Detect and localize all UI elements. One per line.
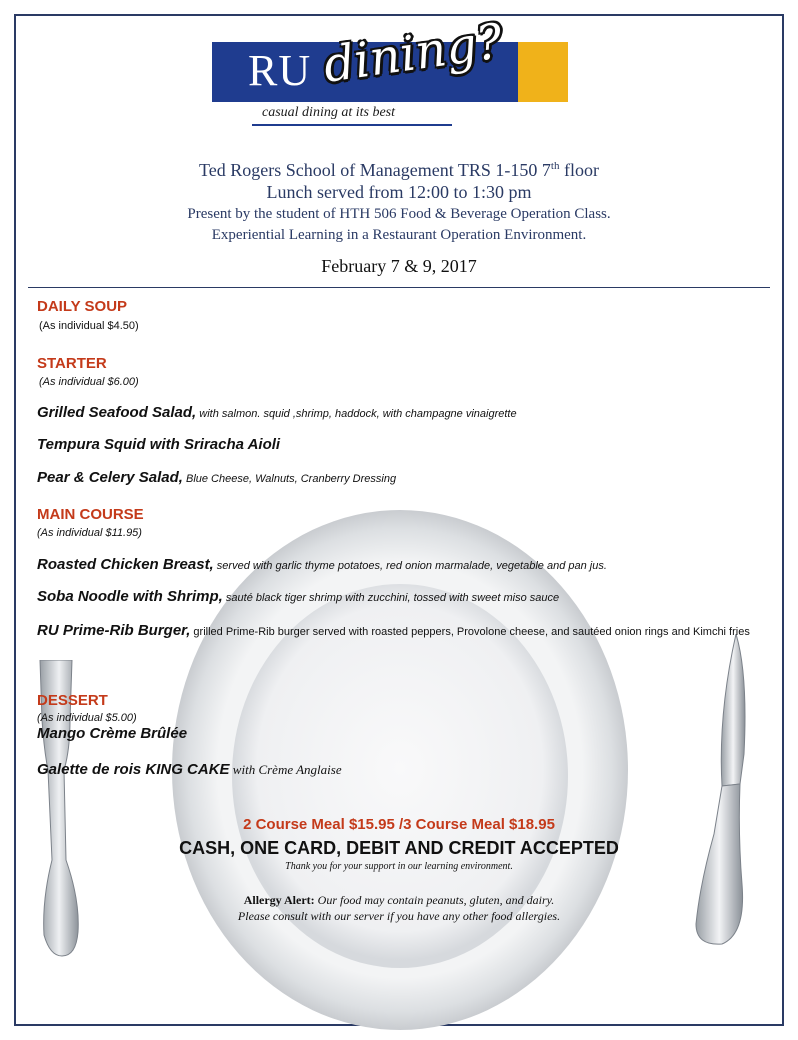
- item-desc: served with garlic thyme potatoes, red onion marmalade, vegetable and pan jus.: [213, 560, 607, 572]
- logo-gold-block: [518, 42, 568, 102]
- meal-deal-offer: 2 Course Meal $15.95 /3 Course Meal $18.95: [243, 816, 555, 833]
- menu-item: [37, 589, 757, 606]
- menu-item: [37, 557, 757, 574]
- learning-note: Experiential Learning in a Restaurant Operation Environment.: [211, 227, 587, 243]
- allergy-text: Our food may contain peanuts, gluten, and dairy.: [314, 893, 555, 907]
- menu-item: [37, 623, 757, 640]
- section-starter: STARTER: [37, 355, 107, 372]
- logo-tagline: casual dining at its best: [262, 105, 395, 120]
- logo-underline: [252, 124, 452, 126]
- thank-you-note: Thank you for your support in our learning environment.: [285, 861, 513, 872]
- item-desc: Blue Cheese, Walnuts, Cranberry Dressing: [182, 473, 397, 485]
- menu-item: [37, 726, 757, 743]
- payment-methods: CASH, ONE CARD, DEBIT AND CREDIT ACCEPTED: [179, 838, 619, 858]
- menu-item: [37, 405, 757, 422]
- logo-ru-text: RU: [248, 46, 312, 95]
- item-name: Pear & Celery Salad,: [37, 469, 183, 486]
- header-divider: [28, 287, 770, 288]
- allergy-label: Allergy Alert:: [243, 893, 315, 907]
- menu-item: [37, 437, 757, 454]
- item-name: RU Prime-Rib Burger,: [37, 622, 191, 639]
- logo-dining-text: dining?: [320, 13, 506, 94]
- item-desc: grilled Prime-Rib burger served with roasted peppers, Provolone cheese, and sautéed onion rings and Kimchi fries: [190, 626, 750, 638]
- item-desc: with Crème Anglaise: [229, 762, 342, 777]
- item-name: Tempura Squid with Sriracha Aioli: [37, 436, 281, 453]
- allergy-alert: [0, 893, 798, 908]
- allergy-consult-note: Please consult with our server if you have any other food allergies.: [237, 909, 561, 923]
- section-main-course: MAIN COURSE: [37, 506, 144, 523]
- soup-price-note: (As individual $4.50): [39, 320, 139, 332]
- menu-item: [37, 762, 757, 779]
- section-dessert: DESSERT: [37, 692, 108, 709]
- dessert-price-note: (As individual $5.00): [37, 712, 137, 724]
- event-date: February 7 & 9, 2017: [321, 256, 477, 276]
- location-line: Ted Rogers School of Management TRS 1-150 7th floor: [199, 160, 599, 180]
- item-name: Grilled Seafood Salad,: [37, 404, 197, 421]
- starter-price-note: (As individual $6.00): [39, 376, 139, 388]
- menu-item: [37, 470, 757, 487]
- item-name: Galette de rois KING CAKE: [37, 761, 230, 778]
- lunch-hours: Lunch served from 12:00 to 1:30 pm: [266, 182, 532, 202]
- item-name: Mango Crème Brûlée: [37, 725, 188, 742]
- item-name: Soba Noodle with Shrimp,: [37, 588, 223, 605]
- class-note: Present by the student of HTH 506 Food & Beverage Operation Class.: [187, 206, 611, 222]
- ru-dining-logo: [212, 13, 568, 146]
- main-price-note: (As individual $11.95): [37, 527, 142, 539]
- item-name: Roasted Chicken Breast,: [37, 556, 214, 573]
- item-desc: sauté black tiger shrimp with zucchini, tossed with sweet miso sauce: [222, 592, 560, 604]
- item-desc: with salmon. squid ,shrimp, haddock, with champagne vinaigrette: [196, 408, 517, 420]
- section-daily-soup: DAILY SOUP: [37, 298, 128, 315]
